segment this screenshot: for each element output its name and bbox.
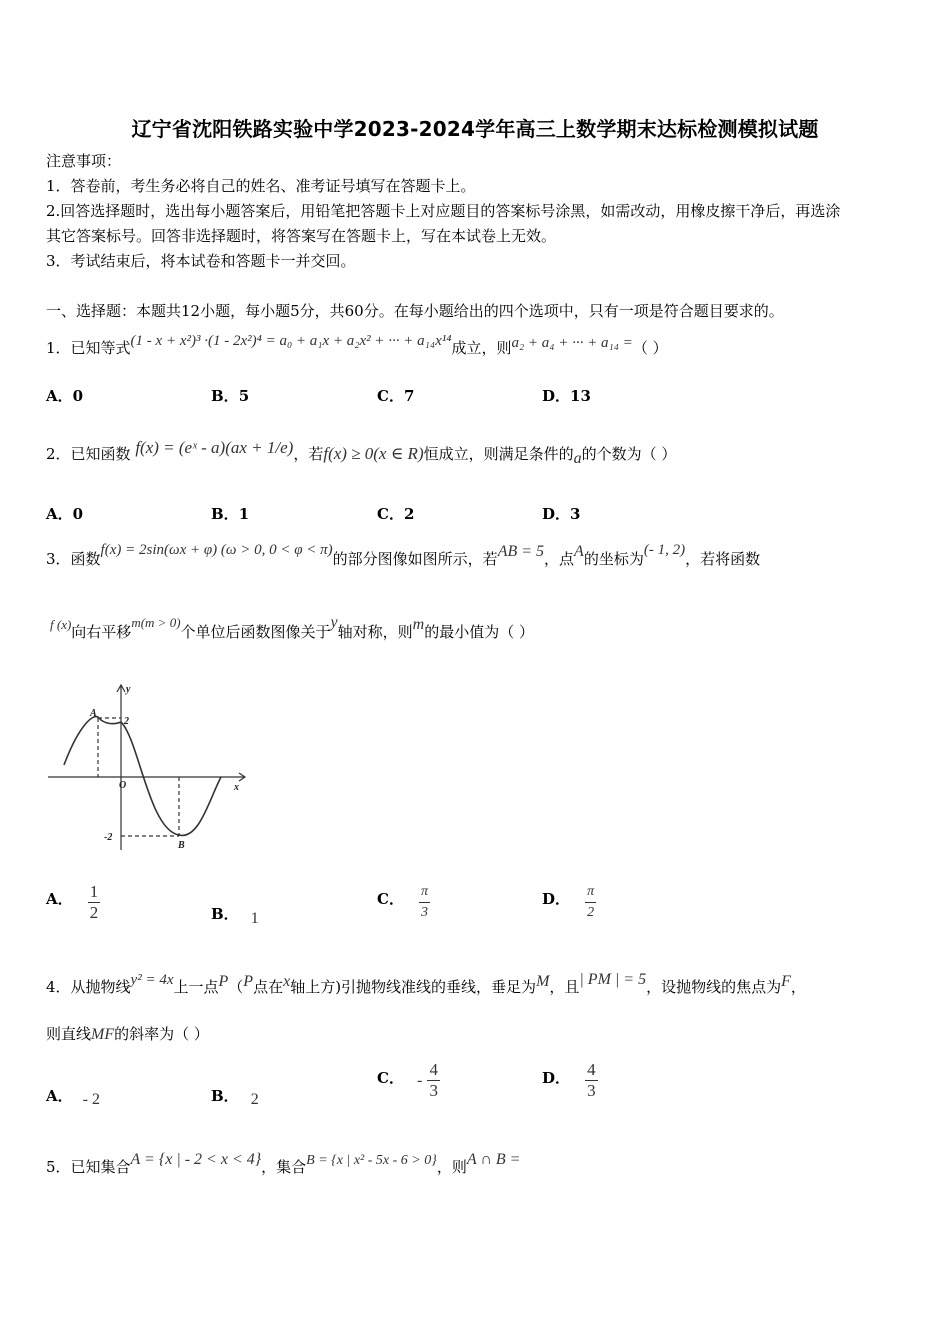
q1-mid: 成立，则 bbox=[451, 339, 512, 357]
q1-option-d[interactable]: D．13 bbox=[542, 387, 591, 405]
sine-curve bbox=[64, 717, 221, 836]
q3-d: 的最小值为（ ） bbox=[424, 623, 535, 641]
q1-suffix: （ ） bbox=[632, 339, 668, 357]
q2-option-a[interactable]: A．0 bbox=[46, 505, 84, 523]
q3-f: f (x) bbox=[50, 617, 72, 632]
q2-option-d[interactable]: D．3 bbox=[542, 505, 581, 523]
q2-option-b[interactable]: B．1 bbox=[211, 505, 250, 523]
q3-option-b[interactable]: B． 1 bbox=[211, 905, 259, 927]
q3-d-den: 2 bbox=[587, 905, 595, 920]
q2-option-c[interactable]: C．2 bbox=[377, 505, 415, 523]
notice-item-1: 1．答卷前，考生务必将自己的姓名、准考证号填写在答题卡上。 bbox=[46, 177, 476, 195]
graph-label-2: 2 bbox=[124, 716, 129, 727]
notice-item-3: 3．考试结束后，将本试卷和答题卡一并交回。 bbox=[46, 252, 356, 270]
q1-option-c[interactable]: C．7 bbox=[377, 387, 415, 405]
q2-formula2: f(x) ≥ 0(x ∈ R) bbox=[323, 444, 424, 463]
q3-graph bbox=[44, 680, 254, 855]
q3-mv: m bbox=[412, 616, 425, 633]
q3-y: y bbox=[330, 614, 338, 631]
section-heading: 一、选择题：本题共12小题，每小题5分，共60分。在每小题给出的四个选项中，只有一项是符合题目要求的。 bbox=[46, 302, 784, 320]
q3-formula2: AB = 5 bbox=[497, 543, 545, 560]
graph-label-o: O bbox=[119, 780, 127, 791]
question-4: 4．从抛物线y² = 4x上一点P（P点在x轴上方)引抛物线准线的垂线，垂足为M，且| PM | = 5，设抛物线的焦点为F， bbox=[46, 971, 806, 996]
q3-prefix: 3．函数 bbox=[46, 550, 101, 568]
q3-mid3: 的坐标为 bbox=[583, 550, 644, 568]
q4-option-c[interactable]: C． - $\frac{4}{3}$ bbox=[377, 1060, 438, 1100]
q3-c: 轴对称，则 bbox=[337, 623, 413, 641]
q3-a-num: 1 bbox=[89, 882, 99, 901]
page-title: 辽宁省沈阳铁路实验中学2023-2024学年高三上数学期末达标检测模拟试题 bbox=[131, 117, 819, 141]
q3-option-a[interactable]: A． $\frac{1}{2}$ bbox=[46, 882, 99, 922]
q3-d-num: π bbox=[585, 882, 596, 903]
q3-option-c[interactable]: C． $\frac{\pi}{3}$ bbox=[377, 882, 430, 923]
q3-suffix: ，若将函数 bbox=[685, 550, 761, 568]
graph-label-b: B bbox=[178, 840, 185, 851]
q3-c-den: 3 bbox=[421, 905, 429, 920]
graph-label-x: x bbox=[234, 782, 239, 793]
q4-option-a[interactable]: A． - 2 bbox=[46, 1087, 100, 1108]
graph-label-a: A bbox=[90, 708, 97, 719]
q3-mid2: ，点 bbox=[544, 550, 575, 568]
q2-mid2: 恒成立，则满足条件的 bbox=[423, 445, 574, 463]
question-4-line2: 则直线MF的斜率为（ ） bbox=[46, 1025, 209, 1043]
question-2 bbox=[46, 438, 677, 467]
q1-option-a[interactable]: A．0 bbox=[46, 387, 84, 405]
q1-prefix: 1．已知等式 bbox=[46, 339, 131, 357]
q3-mid: 的部分图像如图所示，若 bbox=[332, 550, 498, 568]
question-3-line2 bbox=[50, 614, 535, 645]
q3-a-den: 2 bbox=[89, 903, 99, 922]
q3-coord: (- 1, 2) bbox=[643, 542, 686, 558]
q3-point-a: A bbox=[574, 543, 584, 560]
q3-formula: f(x) = 2sin(ωx + φ) (ω > 0, 0 < φ < π) bbox=[100, 542, 333, 558]
q4-option-d[interactable]: D． $\frac{4}{3}$ bbox=[542, 1060, 596, 1100]
notice-item-2-cont: 其它答案标号。回答非选择题时，将答案写在答题卡上，写在本试卷上无效。 bbox=[46, 227, 557, 245]
question-5: 5．已知集合A = {x | - 2 < x < 4}，集合B = {x | x² - 5x - 6 > 0}，则A ∩ B = bbox=[46, 1151, 521, 1176]
question-3 bbox=[46, 542, 761, 573]
q3-m: m(m > 0) bbox=[131, 615, 181, 630]
q3-b: 个单位后函数图像关于 bbox=[180, 623, 331, 641]
graph-label-y: y bbox=[126, 684, 131, 695]
q3-option-d[interactable]: D． $\frac{\pi}{2}$ bbox=[542, 882, 596, 923]
q2-var: a bbox=[573, 450, 582, 467]
q3-c-num: π bbox=[419, 882, 430, 903]
q1-formula: (1 - x + x²)³ ·(1 - 2x²)⁴ = a₀ + a₁x + a₂x² + ··· + a₁₄x¹⁴ bbox=[130, 333, 452, 349]
q2-mid: ，若 bbox=[293, 445, 324, 463]
notice-heading: 注意事项： bbox=[46, 152, 122, 170]
notice-item-2: 2.回答选择题时，选出每小题答案后，用铅笔把答题卡上对应题目的答案标号涂黑，如需改动，用橡皮擦干净后，再选涂 bbox=[46, 202, 841, 220]
q4-option-b[interactable]: B． 2 bbox=[211, 1087, 259, 1108]
graph-label-neg2: -2 bbox=[104, 832, 113, 843]
q1-formula2: a₂ + a₄ + ··· + a₁₄ = bbox=[511, 335, 633, 351]
q2-suffix: 的个数为（ ） bbox=[581, 445, 677, 463]
q3-a: 向右平移 bbox=[71, 623, 132, 641]
q2-prefix: 2．已知函数 bbox=[46, 445, 131, 463]
q2-formula: f(x) = (eˣ - a)(ax + 1/e) bbox=[135, 438, 294, 457]
question-1 bbox=[46, 333, 668, 362]
q1-option-b[interactable]: B．5 bbox=[211, 387, 250, 405]
